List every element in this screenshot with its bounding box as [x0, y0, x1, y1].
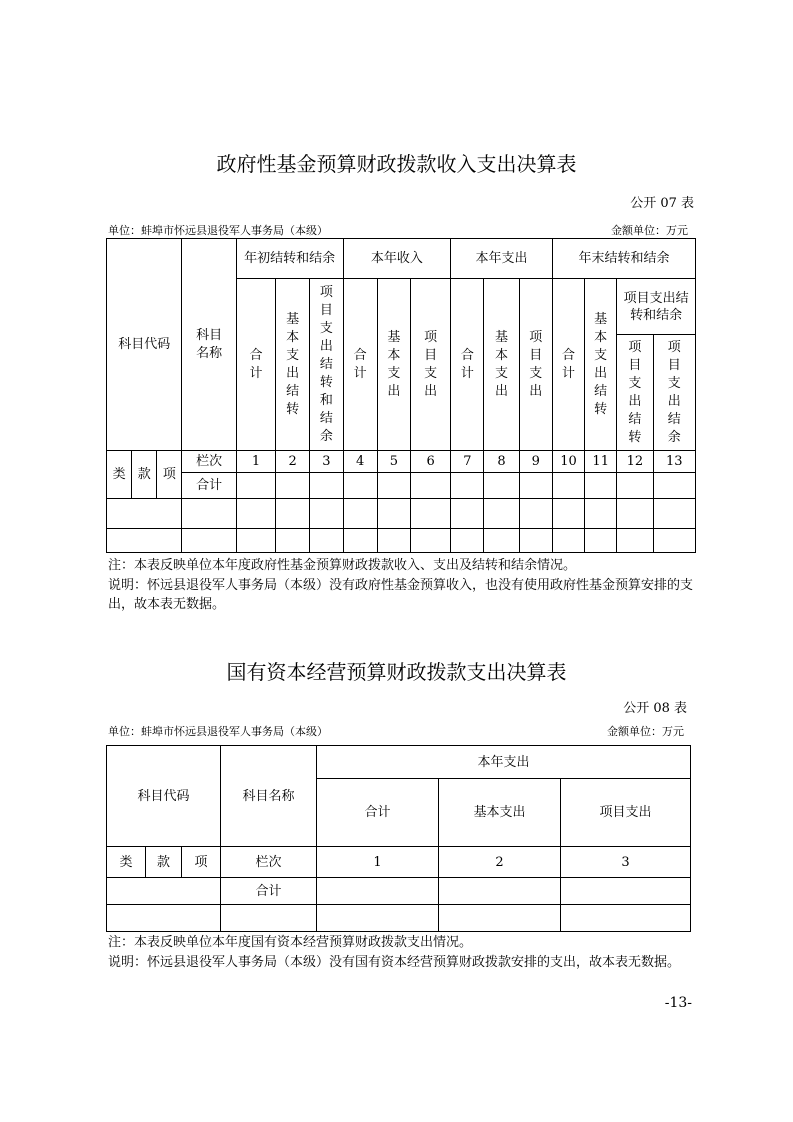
table2-unit: 单位：蚌埠市怀远县退役军人事务局（本级）: [108, 725, 328, 738]
xiang-header: 项: [182, 847, 221, 878]
table-cell: [561, 905, 691, 932]
table-cell: [410, 473, 450, 499]
end-total-header: 合计: [552, 279, 584, 451]
table-cell: [182, 499, 236, 529]
expense-project-header: 项目支出: [519, 279, 552, 451]
table-cell: [107, 499, 182, 529]
table-cell: [519, 529, 552, 553]
end-project-group-header: 项目支出结转和结余: [617, 279, 696, 335]
kuan-header: 款: [132, 451, 157, 499]
table-cell: [439, 905, 561, 932]
xiang-header: 项: [157, 451, 182, 499]
table-cell: [107, 905, 221, 932]
table1-amount-unit: 金额单位：万元: [611, 224, 688, 237]
table-cell: [182, 529, 236, 553]
table-cell: [439, 878, 561, 905]
col-number: 13: [653, 451, 695, 473]
expense-basic-header: 基本支出: [484, 279, 519, 451]
table-cell: [343, 473, 377, 499]
table-cell: [276, 499, 310, 529]
table-cell: [552, 529, 584, 553]
table2-explain: 说明：怀远县退役军人事务局（本级）没有国有资本经营预算财政拨款安排的支出，故本表无数据。: [108, 955, 681, 970]
sum-label: 合计: [182, 473, 236, 499]
col-number: 8: [484, 451, 519, 473]
table-cell: [377, 529, 410, 553]
col-number: 2: [276, 451, 310, 473]
table1-explain: 说明：怀远县退役军人事务局（本级）没有政府性基金预算收入，也没有使用政府性基金预算安排的支出，故本表无数据。: [108, 578, 694, 612]
table-cell: [107, 529, 182, 553]
table-cell: [653, 499, 695, 529]
table-cell: [410, 499, 450, 529]
begin-project-header: 项目支出结转和结余: [310, 279, 343, 451]
table-cell: [653, 473, 695, 499]
subject-name-header: 科目名称: [182, 239, 236, 451]
table-cell: [236, 499, 275, 529]
page-number: -13-: [664, 995, 692, 1011]
table1-unit: 单位：蚌埠市怀远县退役军人事务局（本级）: [108, 224, 328, 237]
col-number: 12: [617, 451, 653, 473]
table-cell: [617, 473, 653, 499]
group-expense-header: 本年支出: [317, 746, 691, 779]
table-cell: [484, 529, 519, 553]
col-number: 6: [410, 451, 450, 473]
col-number: 3: [561, 847, 691, 878]
col-number: 11: [585, 451, 617, 473]
table-cell: [236, 529, 275, 553]
col-number: 1: [317, 847, 439, 878]
group-income-header: 本年收入: [343, 239, 451, 279]
col-number: 7: [451, 451, 484, 473]
table-cell: [552, 473, 584, 499]
subject-code-header: 科目代码: [107, 239, 182, 451]
group-end-header: 年末结转和结余: [552, 239, 695, 279]
table-cell: [451, 529, 484, 553]
begin-total-header: 合计: [236, 279, 275, 451]
table-cell: [317, 905, 439, 932]
table-cell: [236, 473, 275, 499]
table-cell: [585, 529, 617, 553]
col-number: 5: [377, 451, 410, 473]
table1: [106, 238, 696, 553]
kuan-header: 款: [146, 847, 182, 878]
table-cell: [484, 473, 519, 499]
col-number: 3: [310, 451, 343, 473]
group-begin-header: 年初结转和结余: [236, 239, 343, 279]
row-label: 栏次: [221, 847, 317, 878]
expense-project-header: 项目支出: [561, 779, 691, 847]
col-number: 9: [519, 451, 552, 473]
table-cell: [276, 473, 310, 499]
lei-header: 类: [107, 451, 132, 499]
table2-title: 国有资本经营预算财政拨款支出决算表: [226, 660, 567, 684]
sum-label: 合计: [221, 878, 317, 905]
table-cell: [585, 473, 617, 499]
table-cell: [276, 529, 310, 553]
table-cell: [552, 499, 584, 529]
table2-note: 注：本表反映单位本年度国有资本经营预算财政拨款支出情况。: [108, 935, 473, 950]
table-cell: [317, 878, 439, 905]
table-cell: [377, 473, 410, 499]
table-cell: [585, 499, 617, 529]
table2-code: 公开 08 表: [623, 701, 687, 716]
table-cell: [221, 905, 317, 932]
income-total-header: 合计: [343, 279, 377, 451]
begin-basic-header: 基本支出结转: [276, 279, 310, 451]
subject-name-header: 科目名称: [221, 746, 317, 847]
lei-header: 类: [107, 847, 146, 878]
table1-note: 注：本表反映单位本年度政府性基金预算财政拨款收入、支出及结转和结余情况。: [108, 558, 577, 573]
expense-total-header: 合计: [451, 279, 484, 451]
table2-amount-unit: 金额单位：万元: [607, 725, 684, 738]
expense-basic-header: 基本支出: [439, 779, 561, 847]
table-cell: [561, 878, 691, 905]
end-project-remain-header: 项目支出结余: [653, 335, 695, 451]
table-cell: [343, 529, 377, 553]
table2: [106, 745, 691, 932]
income-basic-header: 基本支出: [377, 279, 410, 451]
expense-total-header: 合计: [317, 779, 439, 847]
group-expense-header: 本年支出: [451, 239, 553, 279]
col-number: 1: [236, 451, 275, 473]
table-cell: [617, 499, 653, 529]
col-number: 10: [552, 451, 584, 473]
table-cell: [310, 499, 343, 529]
table-cell: [519, 473, 552, 499]
col-number: 2: [439, 847, 561, 878]
table-cell: [653, 529, 695, 553]
table-cell: [310, 473, 343, 499]
table1-title: 政府性基金预算财政拨款收入支出决算表: [216, 152, 577, 176]
table-cell: [343, 499, 377, 529]
table-cell: [519, 499, 552, 529]
table-cell: [451, 499, 484, 529]
table-cell: [451, 473, 484, 499]
subject-code-header: 科目代码: [107, 746, 221, 847]
table-cell: [377, 499, 410, 529]
col-number: 4: [343, 451, 377, 473]
end-basic-header: 基本支出结转: [585, 279, 617, 451]
income-project-header: 项目支出: [410, 279, 450, 451]
table-cell: [410, 529, 450, 553]
table-cell: [107, 878, 221, 905]
table-cell: [310, 529, 343, 553]
table1-code: 公开 07 表: [630, 196, 694, 211]
row-label: 栏次: [182, 451, 236, 473]
table-cell: [484, 499, 519, 529]
end-project-carry-header: 项目支出结转: [617, 335, 653, 451]
table-cell: [617, 529, 653, 553]
